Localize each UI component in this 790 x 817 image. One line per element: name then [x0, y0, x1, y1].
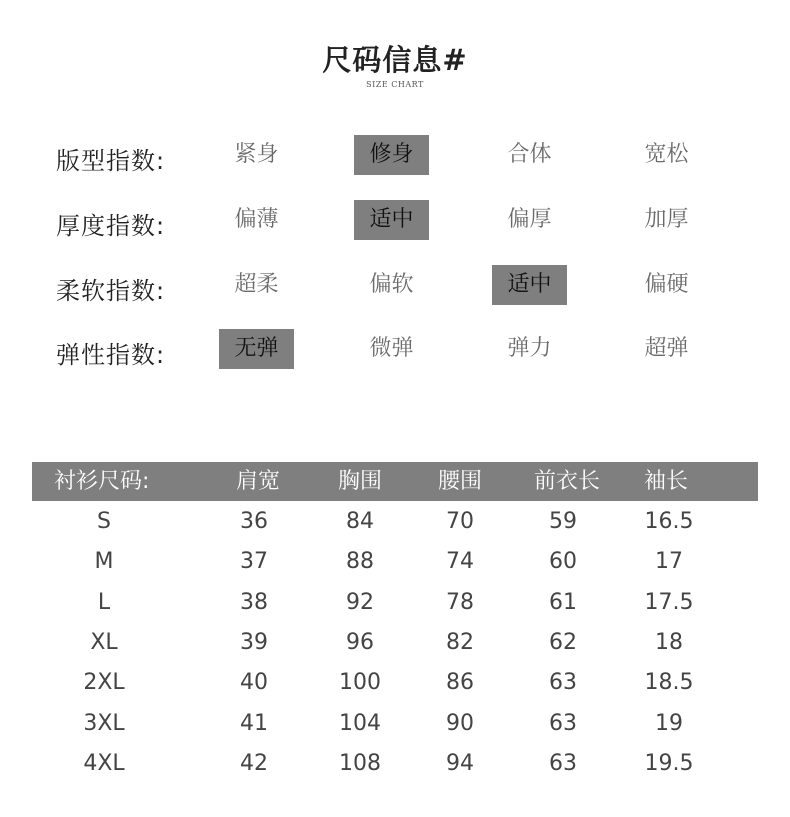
table-row: [0, 744, 790, 784]
size-label-cell: 4XL: [83, 750, 125, 776]
index-option: 合体: [507, 142, 552, 167]
table-row: [0, 502, 790, 542]
measurement-cell: 18.5: [644, 670, 694, 696]
index-option: 超弹: [644, 336, 689, 361]
table-row: [0, 623, 790, 663]
measurement-cell: 86: [446, 670, 474, 696]
index-option: 适中: [354, 200, 429, 240]
table-header-cell: 肩宽: [235, 469, 280, 494]
measurement-cell: 104: [339, 710, 381, 736]
measurement-cell: 74: [446, 549, 474, 575]
index-option: 微弹: [369, 336, 414, 361]
measurement-cell: 70: [446, 509, 474, 534]
table-header-cell: 胸围: [337, 469, 382, 494]
table-header-cell: 衬衫尺码:: [54, 469, 150, 494]
measurement-cell: 88: [346, 549, 374, 575]
measurement-cell: 41: [240, 710, 268, 736]
measurement-cell: 16.5: [644, 509, 694, 534]
index-option: 宽松: [644, 142, 689, 167]
table-row: [0, 704, 790, 744]
index-label: 弹性指数:: [56, 341, 166, 369]
measurement-cell: 63: [549, 750, 577, 776]
measurement-cell: 19.5: [644, 750, 694, 776]
index-option: 加厚: [644, 207, 689, 232]
table-header-cell: 前衣长: [533, 469, 600, 494]
measurement-cell: 63: [549, 710, 577, 736]
index-row-fit: [0, 135, 790, 175]
size-label-cell: M: [94, 549, 114, 575]
measurement-cell: 90: [446, 710, 474, 736]
measurement-cell: 108: [339, 750, 381, 776]
index-option: 偏厚: [507, 207, 552, 232]
index-option: 偏软: [369, 272, 414, 297]
measurement-cell: 39: [240, 629, 268, 655]
measurement-cell: 18: [655, 629, 683, 655]
index-row-softness: [0, 265, 790, 305]
measurement-cell: 37: [240, 549, 268, 575]
measurement-cell: 36: [240, 509, 268, 534]
index-option: 偏硬: [644, 272, 689, 297]
measurement-cell: 82: [446, 629, 474, 655]
size-label-cell: 2XL: [83, 670, 125, 696]
measurement-cell: 94: [446, 750, 474, 776]
index-option: 紧身: [234, 142, 279, 167]
measurement-cell: 84: [346, 509, 374, 534]
measurement-cell: 61: [549, 589, 577, 615]
index-option: 适中: [492, 265, 567, 305]
measurement-cell: 19: [655, 710, 683, 736]
measurement-cell: 38: [240, 589, 268, 615]
index-row-elasticity: [0, 329, 790, 369]
index-option: 无弹: [219, 329, 294, 369]
measurement-cell: 63: [549, 670, 577, 696]
size-table-header: [32, 462, 758, 501]
size-label-cell: L: [97, 589, 111, 615]
measurement-cell: 62: [549, 629, 577, 655]
measurement-cell: 17: [655, 549, 683, 575]
table-row: [0, 542, 790, 582]
measurement-cell: 59: [549, 509, 577, 534]
measurement-cell: 42: [240, 750, 268, 776]
index-option: 偏薄: [234, 207, 279, 232]
size-label-cell: 3XL: [83, 710, 125, 736]
index-label: 版型指数:: [56, 147, 166, 175]
size-label-cell: XL: [90, 629, 118, 655]
measurement-cell: 78: [446, 589, 474, 615]
table-row: [0, 583, 790, 623]
index-option: 修身: [354, 135, 429, 175]
index-label: 柔软指数:: [56, 277, 166, 305]
index-option: 超柔: [234, 272, 279, 297]
measurement-cell: 40: [240, 670, 268, 696]
measurement-cell: 96: [346, 629, 374, 655]
page-subtitle: SIZE CHART: [366, 80, 424, 89]
table-header-cell: 腰围: [437, 469, 482, 494]
measurement-cell: 60: [549, 549, 577, 575]
index-row-thickness: [0, 200, 790, 240]
measurement-cell: 17.5: [644, 589, 694, 615]
table-row: [0, 663, 790, 703]
size-label-cell: S: [97, 509, 111, 534]
page-title: 尺码信息#: [322, 43, 468, 77]
measurement-cell: 100: [339, 670, 381, 696]
table-header-cell: 袖长: [643, 469, 688, 494]
index-option: 弹力: [507, 336, 552, 361]
index-label: 厚度指数:: [56, 212, 166, 240]
measurement-cell: 92: [346, 589, 374, 615]
